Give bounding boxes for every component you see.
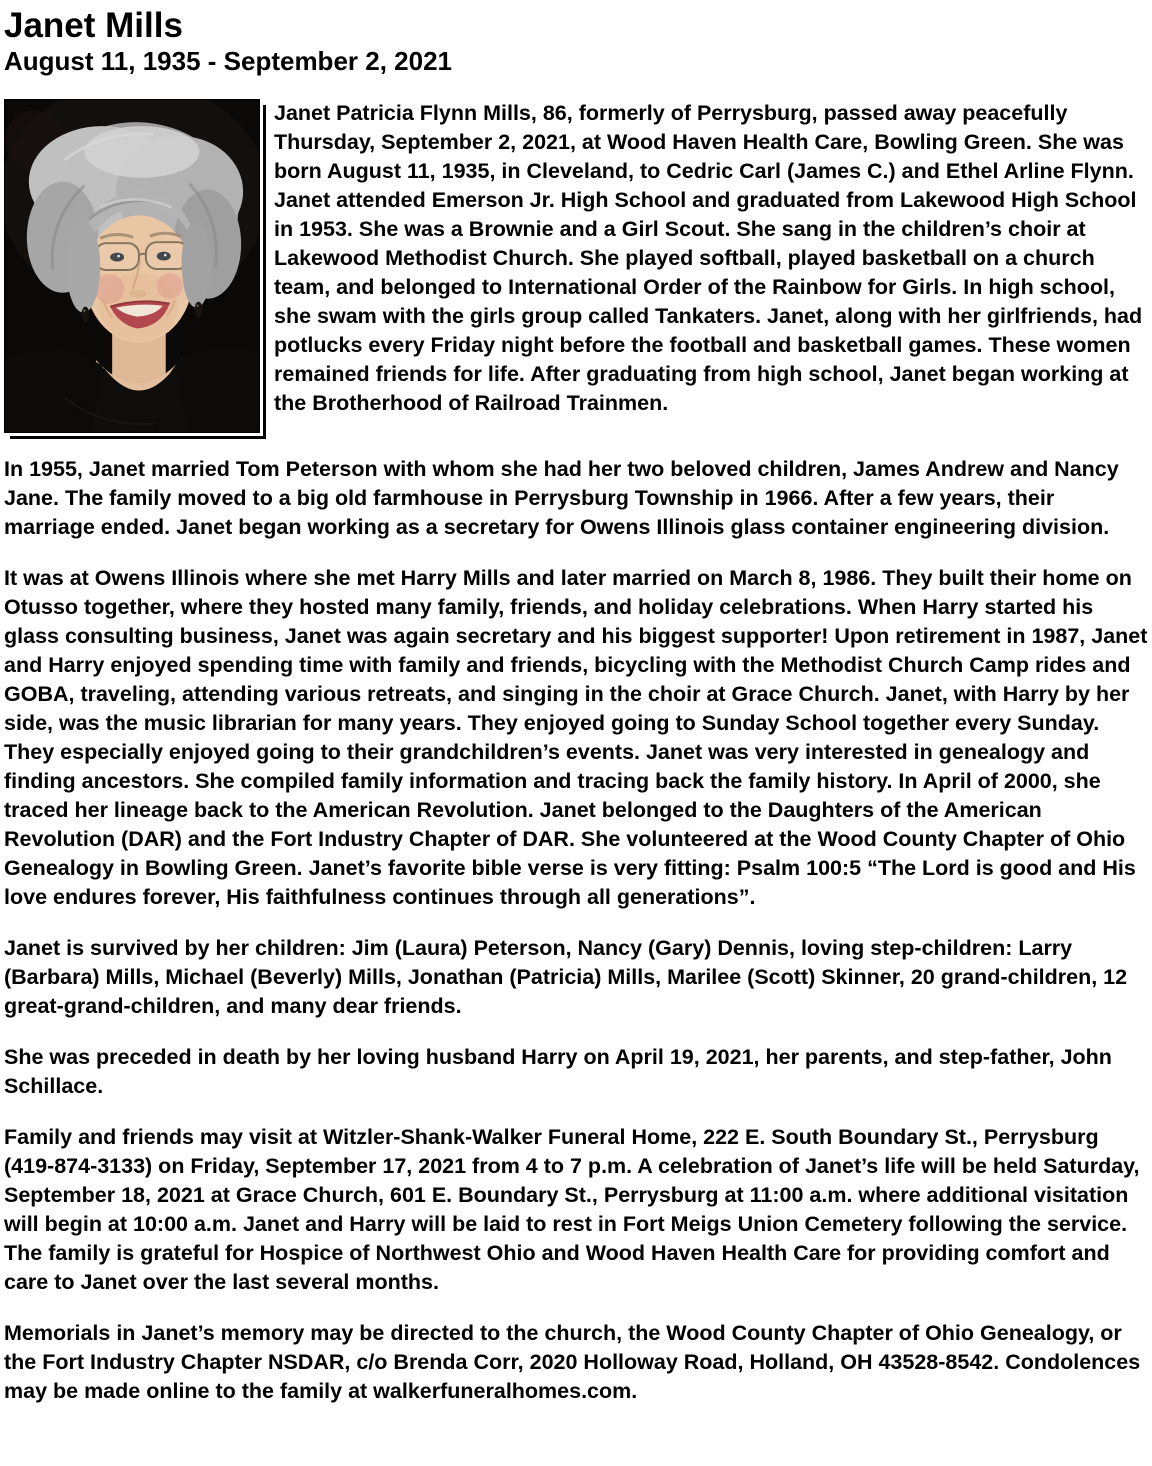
obituary-paragraph: Family and friends may visit at Witzler-Shank-Walker Funeral Home, 222 E. South Boundary St., Perrysburg (419-874-3133) on Friday, September 17, 2021 from 4 to 7 p.m. A celebration of Janet’s life will be held Saturday, September 18, 2021 at Grace Church, 601 E. Boundary St., Perrysburg at 11:00 a.m. where additional visitation will begin at 10:00 a.m. Janet and Harry will be laid to rest in Fort Meigs Union Cemetery following the service. The family is grateful for Hospice of Northwest Ohio and Wood Haven Health Care for providing comfort and care to Janet over the last several months.: [4, 1125, 1140, 1295]
photo-and-intro-row: [4, 99, 1148, 433]
obituary-paragraph: She was preceded in death by her loving husband Harry on April 19, 2021, her parents, and step-father, John Schillace.: [4, 1045, 1112, 1099]
obituary-paragraph: It was at Owens Illinois where she met Harry Mills and later married on March 8, 1986. They built their home on Otusso together, where they hosted many family, friends, and holiday celebrations. When Harry started his glass consulting business, Janet was again secretary and his biggest supporter! Upon retirement in 1987, Janet and Harry enjoyed spending time with family and friends, bicycling with the Methodist Church Camp rides and GOBA, traveling, attending various retreats, and singing in the choir at Grace Church. Janet, with Harry by her side, was the music librarian for many years. They enjoyed going to Sunday School together every Sunday. They especially enjoyed going to their grandchildren’s events. Janet was very interested in genealogy and finding ancestors. She compiled family information and tracing back the family history. In April of 2000, she traced her lineage back to the American Revolution. Janet belonged to the Daughters of the American Revolution (DAR) and the Fort Industry Chapter of DAR. She volunteered at the Wood County Chapter of Ohio Genealogy in Bowling Green. Janet’s favorite bible verse is very fitting: Psalm 100:5 “The Lord is good and His love endures forever, His faithfulness continues through all generations”.: [4, 566, 1148, 910]
obituary-paragraph: Memorials in Janet’s memory may be directed to the church, the Wood County Chapter of Ohio Genealogy, or the Fort Industry Chapter NSDAR, c/o Brenda Corr, 2020 Holloway Road, Holland, OH 43528-8542. Condolences may be made online to the family at walkerfuneralhomes.com.: [4, 1321, 1141, 1404]
obituary-paragraph: Janet is survived by her children: Jim (Laura) Peterson, Nancy (Gary) Dennis, loving step-children: Larry (Barbara) Mills, Michael (Beverly) Mills, Jonathan (Patricia) Mills, Marilee (Scott) Skinner, 20 grand-children, 12 great-grand-children, and many dear friends.: [4, 936, 1128, 1019]
obituary-paragraph: In 1955, Janet married Tom Peterson with whom she had her two beloved children, James Andrew and Nancy Jane. The family moved to a big old farmhouse in Perrysburg Township in 1966. After a few years, their marriage ended. Janet began working as a secretary for Owens Illinois glass container engineering division.: [4, 457, 1119, 540]
page-title: Janet Mills: [4, 6, 183, 45]
portrait-illustration: [5, 100, 259, 432]
portrait-photo: [4, 99, 260, 433]
obituary-paragraph-intro: Janet Patricia Flynn Mills, 86, formerly of Perrysburg, passed away peacefully Thursday, September 2, 2021, at Wood Haven Health Care, Bowling Green. She was born August 11, 1935, in Cleveland, to Cedric Carl (James C.) and Ethel Arline Flynn. Janet attended Emerson Jr. High School and graduated from Lakewood High School in 1953. She was a Brownie and a Girl Scout. She sang in the children’s choir at Lakewood Methodist Church. She played softball, played basketball on a church team, and belonged to International Order of the Rainbow for Girls. In high school, she swam with the girls group called Tankaters. Janet, along with her girlfriends, had potlucks every Friday night before the football and basketball games. These women remained friends for life. After graduating from high school, Janet began working at the Brotherhood of Railroad Trainmen.: [274, 101, 1143, 416]
life-dates: August 11, 1935 - September 2, 2021: [4, 46, 452, 77]
obituary-body: [4, 455, 1148, 1406]
